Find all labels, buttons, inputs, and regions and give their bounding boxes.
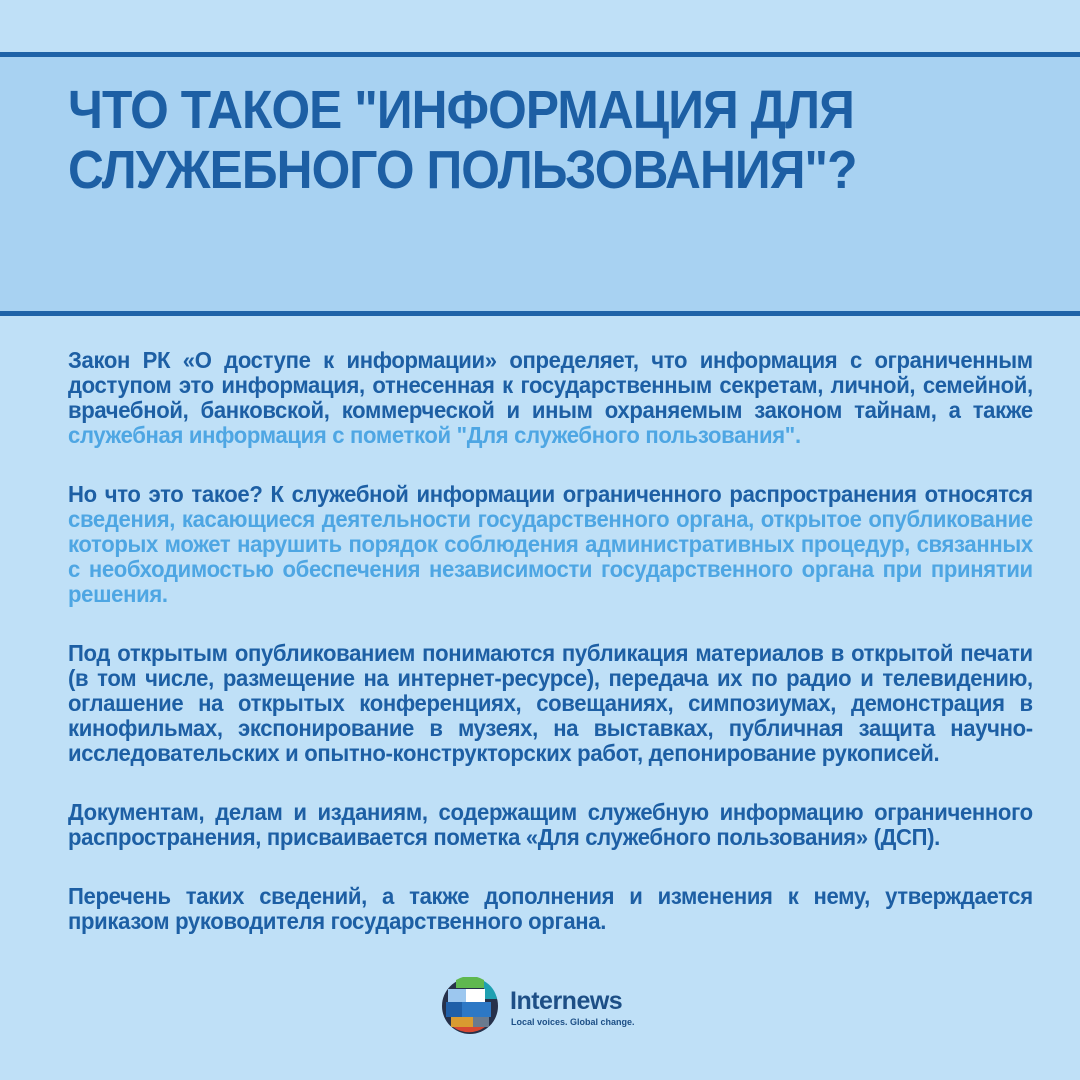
internews-globe-logo-icon bbox=[441, 977, 499, 1035]
paragraph-service-information bbox=[68, 482, 1033, 607]
brand-name: Internews bbox=[510, 987, 623, 1015]
brand-slogan: Local voices. Global change. bbox=[511, 1017, 635, 1027]
paragraph-service-information-highlight: сведения, касающиеся деятельности государственного органа, открытое опубликование которых может нарушить порядок соблюдения административных процедур, связанных с необходимостью обеспечения независимости государственного органа при принятии решения. bbox=[68, 506, 1033, 607]
paragraph-open-publication: Под открытым опубликованием понимаются публикация материалов в открытой печати (в том числе, размещение на интернет-ресурсе), передача их по радио и телевидению, оглашение на открытых конференциях, совещаниях, симпозиумах, демонстрация в кинофильмах, экспонирование в музеях, на выставках, публичная защита научно-исследовательских и опытно-конструкторских работ, депонирование рукописей. bbox=[68, 640, 1033, 766]
paragraph-service-information-text: Но что это такое? К служебной информации ограниченного распространения относятся bbox=[68, 481, 1033, 507]
paragraph-law-definition-highlight: служебная информация с пометкой "Для служебного пользования". bbox=[68, 422, 801, 448]
article-body bbox=[68, 348, 1073, 968]
paragraph-dsp-marking: Документам, делам и изданиям, содержащим служебную информацию ограниченного распространения, присваивается пометка «Для служебного пользования» (ДСП). bbox=[68, 799, 1033, 850]
internews-logo bbox=[441, 977, 651, 1035]
paragraph-law-definition bbox=[68, 348, 1033, 448]
page-title: ЧТО ТАКОЕ "ИНФОРМАЦИЯ ДЛЯ СЛУЖЕБНОГО ПОЛЬЗОВАНИЯ"? bbox=[68, 80, 857, 200]
paragraph-list-approval: Перечень таких сведений, а также дополнения и изменения к нему, утверждается приказом руководителя государственного органа. bbox=[68, 883, 1033, 934]
paragraph-law-definition-text: Закон РК «О доступе к информации» определяет, что информация с ограниченным доступом это информация, отнесенная к государственным секретам, личной, семейной, врачебной, банковской, коммерческой и иным охраняемым законом тайнам, а также bbox=[68, 347, 1033, 423]
